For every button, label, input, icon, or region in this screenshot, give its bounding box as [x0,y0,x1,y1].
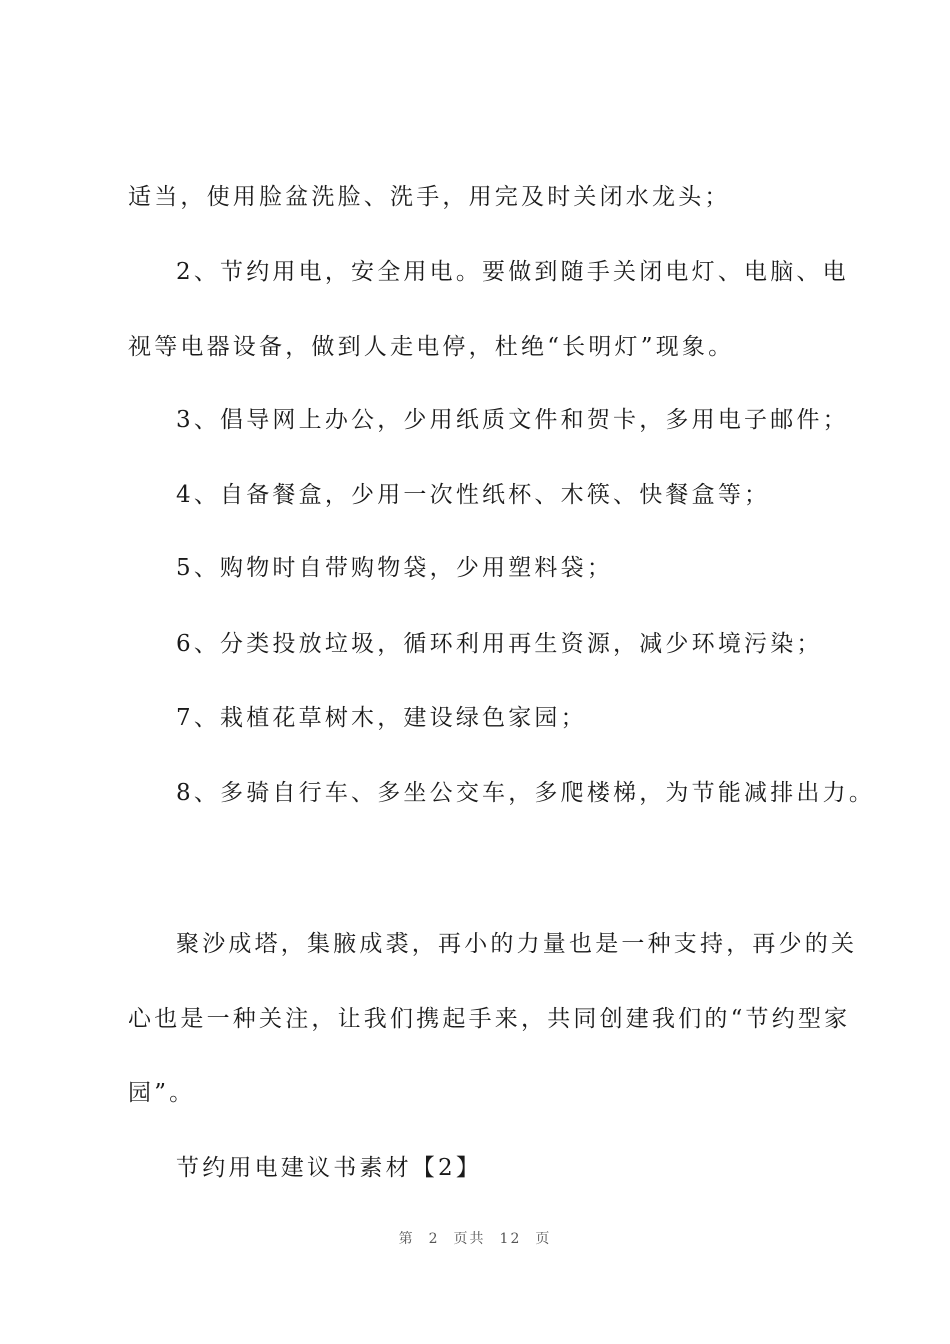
paragraph-line-10: 聚沙成塔，集腋成裘，再小的力量也是一种支持，再少的关 [176,931,858,957]
page-footer [0,1228,950,1248]
paragraph-line-11: 心也是一种关注，让我们携起手来，共同创建我们的“节约型家 [128,1006,851,1032]
footer-middle: 页共 [453,1231,486,1247]
paragraph-line-7: 6、分类投放垃圾，循环利用再生资源，减少环境污染； [176,631,823,657]
footer-current-page: 2 [428,1231,440,1247]
paragraph-line-6: 5、购物时自带购物袋，少用塑料袋； [176,555,614,581]
paragraph-line-1: 适当，使用脸盆洗脸、洗手，用完及时关闭水龙头； [128,184,731,210]
paragraph-line-9: 8、多骑自行车、多坐公交车，多爬楼梯，为节能减排出力。 [176,780,876,806]
footer-prefix: 第 [398,1231,415,1247]
section-heading: 节约用电建议书素材【2】 [176,1155,483,1181]
paragraph-line-8: 7、栽植花草树木，建设绿色家园； [176,705,587,731]
paragraph-line-4: 3、倡导网上办公，少用纸质文件和贺卡，多用电子邮件； [176,407,849,433]
paragraph-line-5: 4、自备餐盒，少用一次性纸杯、木筷、快餐盒等； [176,482,771,508]
paragraph-line-3: 视等电器设备，做到人走电停，杜绝“长明灯”现象。 [128,334,735,360]
paragraph-line-2: 2、节约用电，安全用电。要做到随手关闭电灯、电脑、电 [176,259,849,285]
footer-suffix: 页 [535,1231,552,1247]
footer-total-pages: 12 [499,1231,522,1247]
paragraph-line-12: 园”。 [128,1080,196,1106]
